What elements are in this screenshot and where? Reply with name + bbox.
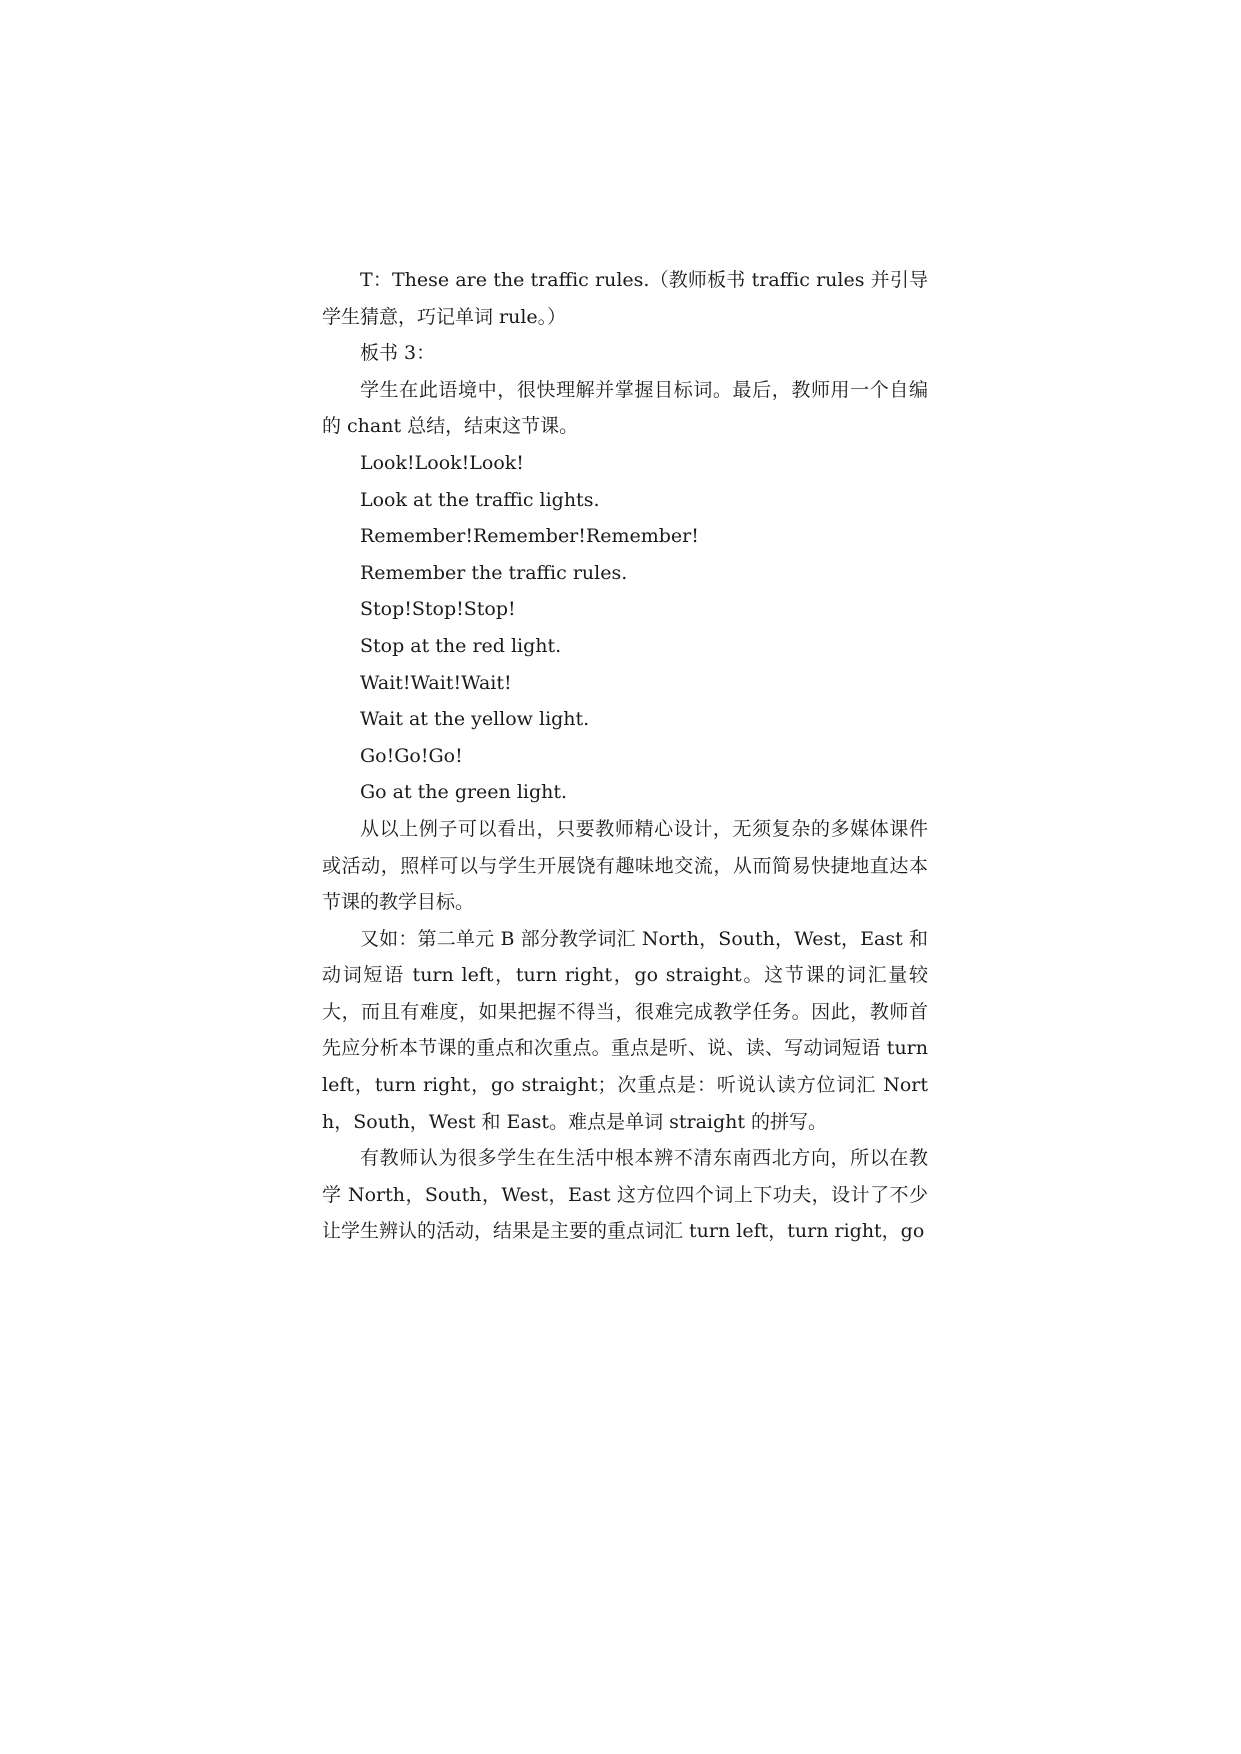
example-paragraph: 又如：第二单元 B 部分教学词汇 North，South，West，East 和动词短语 turn left，turn right，go straight。这节课的词汇量较大，而且有难度，如果把握不得当，很难完成教学任务。因此，教师首先应分析本节课的重点和次重点。重点是听、说、读、写动词短语 turn left，turn right，go straight；次重点是：听说认读方位词汇 North，South，West 和 East。难点是单词 straight 的拼写。 bbox=[322, 927, 928, 1133]
body-text bbox=[322, 262, 928, 1250]
chant-line: Remember the traffic rules. bbox=[360, 561, 628, 584]
chant-line: Stop!Stop!Stop! bbox=[360, 598, 516, 621]
discussion-paragraph: 有教师认为很多学生在生活中根本辨不清东南西北方向，所以在教学 North，South，West，East 这方位四个词上下功夫，设计了不少让学生辨认的活动，结果是主要的重点词汇 turn left，turn right，go bbox=[322, 1147, 928, 1243]
summary-paragraph: 学生在此语境中，很快理解并掌握目标词。最后，教师用一个自编的 chant 总结，结束这节课。 bbox=[322, 378, 928, 438]
chant-line: Go!Go!Go! bbox=[360, 744, 463, 767]
board-note-label: 板书 3： bbox=[360, 342, 436, 365]
chant-line: Stop at the red light. bbox=[360, 634, 562, 657]
dialogue-paragraph: T：These are the traffic rules.（教师板书 traffic rules 并引导学生猜意，巧记单词 rule。） bbox=[322, 269, 928, 328]
chant-line: Look!Look!Look! bbox=[360, 451, 524, 474]
chant-line: Wait at the yellow light. bbox=[360, 708, 590, 731]
chant-line: Look at the traffic lights. bbox=[360, 488, 600, 511]
chant-line: Go at the green light. bbox=[360, 781, 568, 804]
chant-line: Wait!Wait!Wait! bbox=[360, 671, 512, 694]
chant-line: Remember!Remember!Remember! bbox=[360, 525, 699, 548]
conclusion-paragraph: 从以上例子可以看出，只要教师精心设计，无须复杂的多媒体课件或活动，照样可以与学生开展饶有趣味地交流，从而简易快捷地直达本节课的教学目标。 bbox=[322, 817, 928, 914]
